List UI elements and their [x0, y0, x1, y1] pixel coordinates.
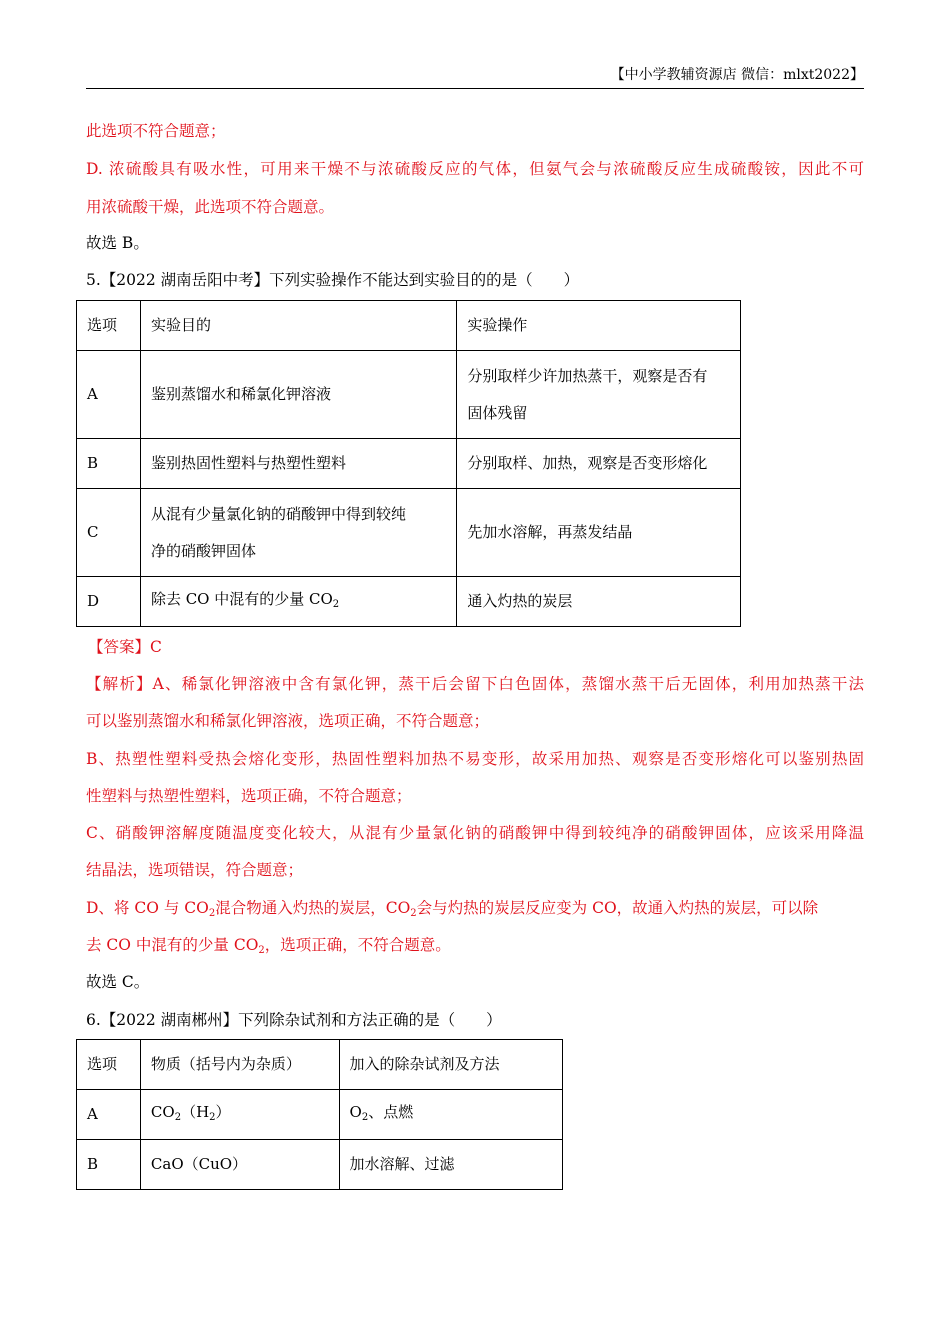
q5-analysis-line-6: 结晶法，选项错误，符合题意； [86, 861, 304, 879]
q5-analysis-line-4: 性塑料与热塑性塑料，选项正确，不符合题意； [86, 787, 412, 805]
q6-table-header [77, 1040, 563, 1090]
q6-header-option: 选项 [77, 1040, 141, 1090]
q6-row-a-substance-c: ） [215, 1102, 231, 1121]
q5-row-b-option: B [77, 439, 141, 489]
q6-header-substance: 物质（括号内为杂质） [140, 1040, 339, 1090]
prev-conclusion: 故选 B。 [86, 234, 149, 252]
q5-analysis-line-8b: ，选项正确，不符合题意。 [264, 936, 451, 954]
q6-row-a-substance [140, 1090, 339, 1140]
q5-row-c-operation: 先加水溶解，再蒸发结晶 [457, 489, 741, 577]
q5-header-goal: 实验目的 [140, 301, 456, 351]
q6-stem: 6.【2022 湖南郴州】下列除杂试剂和方法正确的是（ ） [86, 1011, 502, 1029]
subscript: 2 [258, 945, 265, 956]
subscript: 2 [332, 598, 340, 610]
q5-header-option: 选项 [77, 301, 141, 351]
q5-analysis-line-1: 【解析】A、稀氯化钾溶液中含有氯化钾，蒸干后会留下白色固体，蒸馏水蒸干后无固体，利用加热蒸干法 [86, 675, 864, 693]
q5-table [76, 300, 741, 627]
q5-stem: 5.【2022 湖南岳阳中考】下列实验操作不能达到实验目的的是（ ） [86, 271, 580, 289]
q6-row-b-option: B [77, 1140, 141, 1190]
q6-table [76, 1039, 563, 1190]
q5-table-header [77, 301, 741, 351]
q5-row-d-goal [140, 577, 456, 627]
q5-row-d [77, 577, 741, 627]
q5-row-a-operation-line2: 固体残留 [467, 403, 528, 422]
q5-answer: 【答案】C [88, 638, 162, 656]
q6-row-a-substance-b: （H [181, 1102, 210, 1121]
q5-row-c-goal-line2: 净的硝酸钾固体 [150, 541, 256, 560]
q5-row-b [77, 439, 741, 489]
q5-row-d-goal-text: 除去 CO 中混有的少量 CO [150, 589, 333, 608]
q5-row-a-option: A [77, 351, 141, 439]
q5-row-c-goal [140, 489, 456, 577]
q5-row-a-operation [457, 351, 741, 439]
subscript: 2 [209, 1111, 216, 1123]
subscript: 2 [410, 908, 417, 919]
q5-row-d-operation: 通入灼热的炭层 [457, 577, 741, 627]
q5-analysis-line-3: B、热塑性塑料受热会熔化变形，热固性塑料加热不易变形，故采用加热、观察是否变形熔化可以鉴别热固 [86, 750, 864, 768]
q5-row-d-option: D [77, 577, 141, 627]
q6-header-method: 加入的除杂试剂及方法 [339, 1040, 562, 1090]
q5-conclusion: 故选 C。 [86, 973, 150, 991]
subscript: 2 [208, 908, 216, 919]
q6-row-b-substance: CaO（CuO） [140, 1140, 339, 1190]
q5-analysis-line-8a: 去 CO 中混有的少量 CO [86, 936, 259, 954]
q6-row-b [77, 1140, 563, 1190]
q5-row-c-goal-line1: 从混有少量氯化钠的硝酸钾中得到较纯 [150, 504, 406, 523]
q6-row-a-method-a: O [349, 1102, 362, 1121]
q5-analysis-line-7b: 混合物通入灼热的炭层，CO [215, 899, 411, 917]
q5-analysis-line-5: C、硝酸钾溶解度随温度变化较大，从混有少量氯化钠的硝酸钾中得到较纯净的硝酸钾固体，应该采用降温 [86, 824, 864, 842]
q5-row-c-option: C [77, 489, 141, 577]
q6-row-a-method [339, 1090, 562, 1140]
q5-analysis-line-8 [86, 934, 864, 962]
q5-analysis-line-7a: D、将 CO 与 CO [86, 899, 209, 917]
q6-row-a [77, 1090, 563, 1140]
q5-analysis-line-7 [86, 897, 864, 925]
prev-analysis-line-1: 此选项不符合题意； [86, 122, 226, 140]
q5-analysis-line-7c: 会与灼热的炭层反应变为 CO，故通入灼热的炭层，可以除 [416, 899, 819, 917]
subscript: 2 [174, 1111, 182, 1123]
q6-row-b-method: 加水溶解、过滤 [339, 1140, 562, 1190]
q5-row-c [77, 489, 741, 577]
prev-analysis-line-2: D. 浓硫酸具有吸水性，可用来干燥不与浓硫酸反应的气体，但氨气会与浓硫酸反应生成硫酸铵，因此不可 [86, 160, 864, 178]
q5-row-b-operation: 分别取样、加热，观察是否变形熔化 [457, 439, 741, 489]
q5-row-b-goal: 鉴别热固性塑料与热塑性塑料 [140, 439, 456, 489]
q6-row-a-method-b: 、点燃 [368, 1102, 414, 1121]
q6-row-a-option: A [77, 1090, 141, 1140]
q5-row-a-operation-line1: 分别取样少许加热蒸干，观察是否有 [467, 366, 708, 385]
page-header: 【中小学教辅资源店 微信：mlxt2022】 [86, 64, 864, 89]
q5-analysis-line-2: 可以鉴别蒸馏水和稀氯化钾溶液，选项正确，不符合题意； [86, 712, 490, 730]
q5-header-operation: 实验操作 [457, 301, 741, 351]
q5-row-a-goal: 鉴别蒸馏水和稀氯化钾溶液 [140, 351, 456, 439]
subscript: 2 [361, 1111, 369, 1123]
q6-row-a-substance-a: CO [150, 1102, 175, 1121]
q5-row-a [77, 351, 741, 439]
prev-analysis-line-3: 用浓硫酸干燥，此选项不符合题意。 [86, 198, 335, 216]
